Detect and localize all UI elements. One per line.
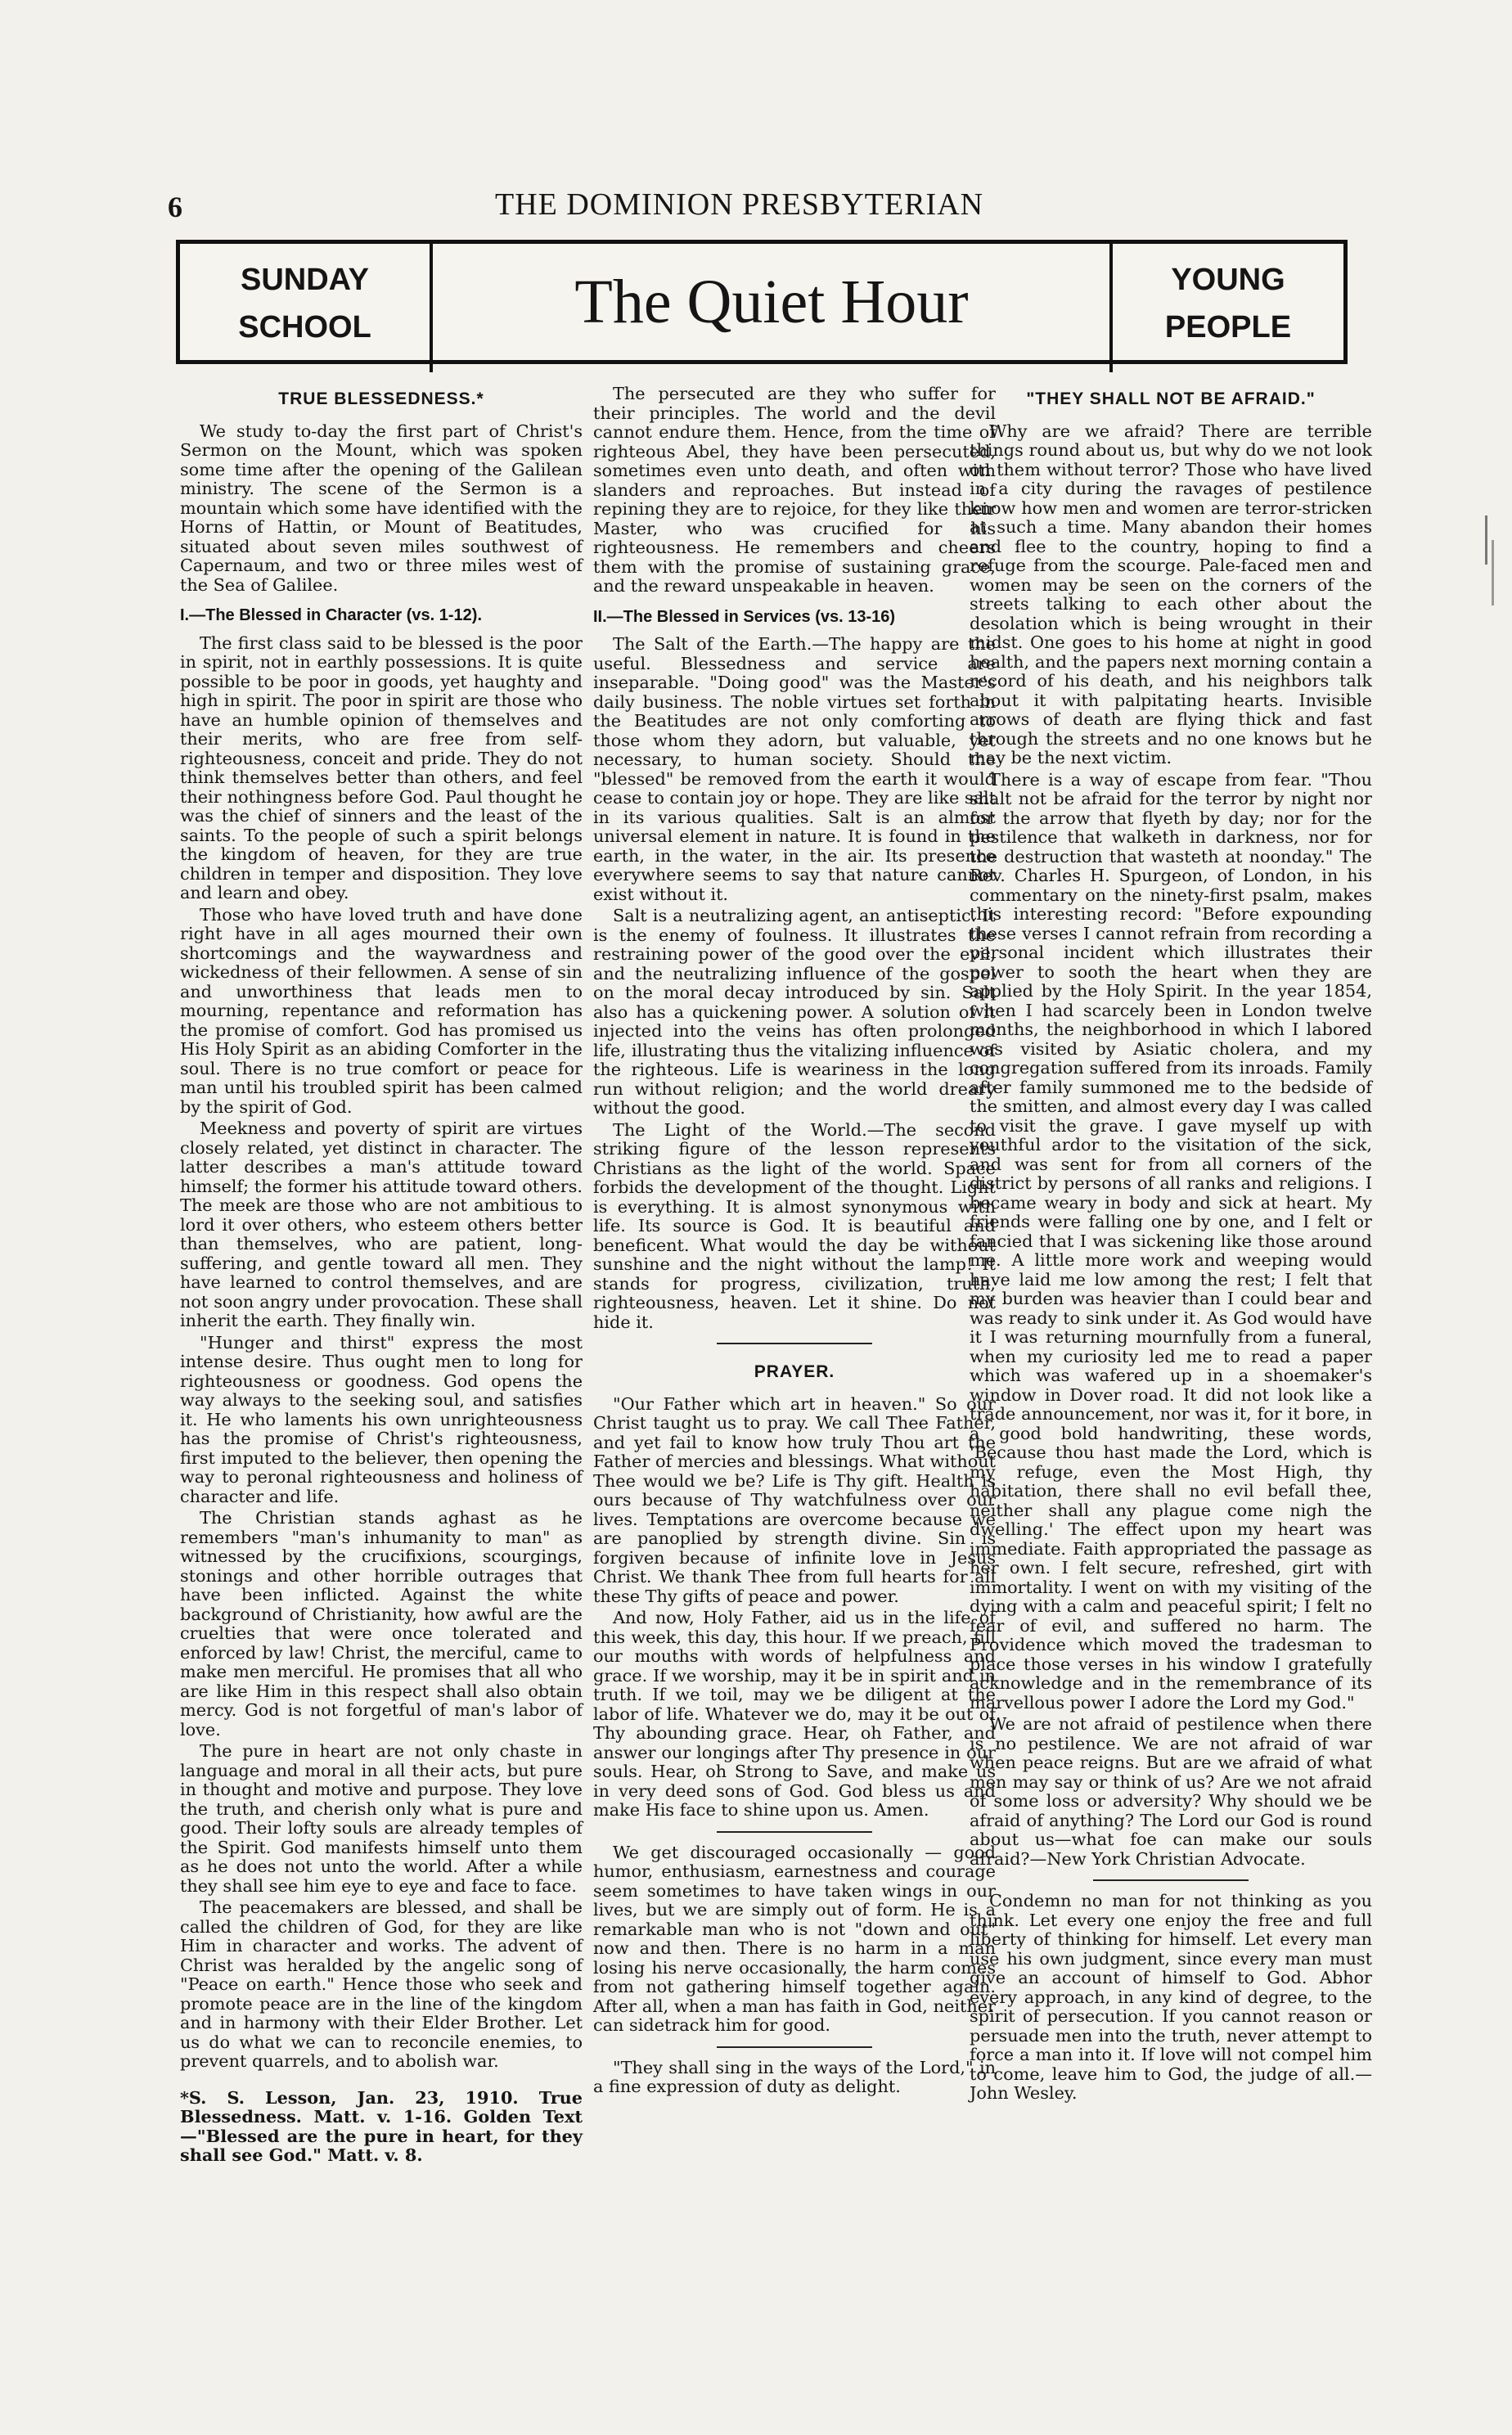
discouraged-paragraph: We get discouraged occasionally — good humor, enthusiasm, earnestness and courage seem sometimes to have taken wings in our lives, but we are simply out of form. He is a remarkable man who is not "down and out" now and then. There is no harm in a man losing his nerve occasionally, the harm comes from not gathering himself together again. After all, when a man has faith in God, neither can sidetrack him for good. <box>593 1842 996 2035</box>
section-heading-1: I.—The Blessed in Character (vs. 1-12). <box>180 606 483 624</box>
section1-paragraph-2: Those who have loved truth and have done right have in all ages mourned their own shortcomings and the waywardness and wickedness of their fellowmen. A sense of sin and unworthiness that leads men to mourning, repentance and reformation has the promise of comfort. God has promised us His Holy Spirit as an abiding Comforter in the soul. There is no true comfort or peace for man until his troubled spirit has been calmed by the spirit of God. <box>180 904 583 1117</box>
page-number: 6 <box>168 191 182 223</box>
section2-paragraph-1: The Salt of the Earth.—The happy are the useful. Blessedness and service are inseparable. "Doing good" was the Master's daily business. The noble virtues set forth in the Beatitudes are not only comforting to those whom they adorn, but valuable, yet necessary, to human society. Should the "blessed" be removed from the earth it would cease to contain joy or hope. They are like salt in its various qualities. Salt is an almost universal element in nature. It is found in the earth, in the water, in the air. Its presence everywhere seems to say that nature cannot exist without it. <box>593 634 996 904</box>
prayer-title: PRAYER. <box>754 1362 835 1381</box>
section-heading-2: II.—The Blessed in Services (vs. 13-16) <box>593 607 896 626</box>
section-banner <box>176 240 1348 364</box>
prayer-paragraph-1: "Our Father which art in heaven." So our Christ taught us to pray. We call Thee Father, and yet fail to know how truly Thou art the Father of mercies and blessings. What without Thee would we be? Life is Thy gift. Health is ours because of Thy watchfulness over our lives. Temptations are overcome because we are panoplied by strength divine. Sin is forgiven because of infinite love in Jesus Christ. We thank Thee from full hearts for all these Thy gifts of peace and power. <box>593 1393 996 1606</box>
divider <box>717 1831 872 1833</box>
divider <box>717 1343 872 1344</box>
section1-paragraph-4: "Hunger and thirst" express the most intense desire. Thus ought men to long for righteousness or goodness. God opens the way always to the seeking soul, and satisfies it. He who laments his own unrighteousness has the promise of Christ's righteousness, first imputed to the believer, then opening the way to peronal righteousness and holiness of character and life. <box>180 1332 583 1506</box>
scan-mark <box>1485 515 1487 565</box>
banner-right-line-1: YOUNG <box>1171 263 1285 297</box>
afraid-paragraph-3: We are not afraid of pestilence when there is no pestilence. We are not afraid of war when peace reigns. But are we afraid of what men may say or think of us? Are we not afraid of some loss or adversity? Why should we be afraid of anything? The Lord our God is round about us—what foe can make our souls afraid?—New York Christian Advocate. <box>970 1714 1372 1869</box>
divider <box>1093 1879 1249 1881</box>
section1-paragraph-3: Meekness and poverty of spirit are virtues closely related, yet distinct in character. The latter describes a man's attitude toward himself; the former his attitude toward others. The meek are those who are not ambitious to lord it over others, who esteem others better than themselves, who are patient, long-suffering, and gentle toward all men. They have learned to control themselves, and are not soon angry under provocation. These shall inherit the earth. They finally win. <box>180 1118 583 1330</box>
banner-left <box>180 244 433 372</box>
section2-paragraph-2: Salt is a neutralizing agent, an antiseptic. It is the enemy of foulness. It illustrates the restraining power of the good over the evil, and the neutralizing influence of the gospel on the moral decay introduced by sin. Salt also has a quickening power. A solution of it injected into the veins has often prolonged life, illustrating thus the vitalizing influence of the righteous. Life is weariness in the long run without religion; and the world dreary without the good. <box>593 906 996 1118</box>
article-title: TRUE BLESSEDNESS.* <box>278 389 484 408</box>
article-intro: We study to-day the first part of Christ's Sermon on the Mount, which was spoken some time after the opening of the Galilean ministry. The scene of the Sermon is a mountain which some have identified with the Horns of Hattin, or Mount of Beatitudes, situated about seven miles southwest of Capernaum, and two or three miles west of the Sea of Galilee. <box>180 421 583 595</box>
sing-paragraph: "They shall sing in the ways of the Lord," in a fine expression of duty as delight. <box>593 2057 996 2096</box>
scan-mark <box>1492 540 1494 605</box>
section1-paragraph-5: The Christian stands aghast as he remembers "man's inhumanity to man" as witnessed by the crucifixions, scourgings, stonings and other horrible outrages that have been inflicted. Against the white background of Christianity, how awful are the cruelties that were once tolerated and enforced by law! Christ, the merciful, came to make men merciful. He promises that all who are like Him in this respect shall also obtain mercy. God is not forgetful of man's labor of love. <box>180 1508 583 1740</box>
banner-left-line-2: SCHOOL <box>238 310 371 344</box>
afraid-title: "THEY SHALL NOT BE AFRAID." <box>1026 389 1316 408</box>
column-3 <box>970 385 1372 2106</box>
section1-paragraph-7: The peacemakers are blessed, and shall be called the children of God, for they are like Him in character and works. The advent of Christ was heralded by the angelic song of "Peace on earth." Hence those who seek and promote peace are in the line of the kingdom and in harmony with their Elder Brother. Let us do what we can to reconcile enemies, to prevent quarrels, and to abolish war. <box>180 1897 583 2071</box>
section1-paragraph-1: The first class said to be blessed is the poor in spirit, not in earthly possessions. It is quite possible to be poor in goods, yet haughty and high in spirit. The poor in spirit are those who have an humble opinion of themselves and their merits, who are free from self-righteousness, conceit and pride. They do not think themselves better than others, and feel their nothingness before God. Paul thought he was the chief of sinners and the least of the saints. To the people of such a spirit belongs the kingdom of heaven, for they are true children in temper and disposition. They love and learn and obey. <box>180 632 583 902</box>
prayer-paragraph-2: And now, Holy Father, aid us in the life of this week, this day, this hour. If we preach, fill our mouths with words of helpfulness and grace. If we worship, may it be in spirit and in truth. If we toil, may we be diligent at the labor of life. Whatever we do, may it be out of Thy abounding grace. Hear, oh Father, and answer our longings after Thy presence in our souls. Hear, oh Strong to Save, and make us in very deed sons of God. God bless us and make His face to shine upon us. Amen. <box>593 1608 996 1820</box>
banner-right-line-2: PEOPLE <box>1164 310 1292 344</box>
banner-title: The Quiet Hour <box>574 268 969 336</box>
section1-paragraph-6: The pure in heart are not only chaste in language and moral in all their acts, but pure in thought and motive and purpose. They love the truth, and cherish only what is pure and good. Their lofty souls are already temples of the Spirit. God manifests himself unto them as he does not unto the world. After a while they shall see him eye to eye and face to face. <box>180 1741 583 1896</box>
running-head: THE DOMINION PRESBYTERIAN <box>495 187 984 222</box>
column-1 <box>180 385 583 2165</box>
section2-paragraph-3: The Light of the World.—The second striking figure of the lesson represents Christians as the light of the world. Space forbids the development of the thought. Light is everything. It is almost synonymous with life. Its source is God. It is beautiful and beneficent. What would the day be without sunshine and the night without the lamp! It stands for progress, civilization, truth, righteousness, heaven. Let it shine. Do not hide it. <box>593 1119 996 1332</box>
condemn-paragraph: Condemn no man for not thinking as you think. Let every one enjoy the free and full liberty of thinking for himself. Let every man use his own judgment, since every man must give an account of himself to God. Abhor every approach, in any kind of degree, to the spirit of persecution. If you cannot reason or persuade men into the truth, never attempt to force a man into it. If love will not compel him to come, leave him to God, the judge of all.—John Wesley. <box>970 1891 1372 2103</box>
divider <box>717 2046 872 2048</box>
banner-right <box>1109 244 1343 372</box>
column2-opening: The persecuted are they who suffer for their principles. The world and the devil cannot endure them. Hence, from the time of righteous Abel, they have been persecuted, sometimes even unto death, and often with slanders and reproaches. But instead of repining they are to rejoice, for they like their Master, who was crucified for his righteousness. He remembers and cheers them with the promise of sustaining grace, and the reward unspeakable in heaven. <box>593 384 996 596</box>
column-2 <box>593 385 996 2100</box>
banner-left-line-1: SUNDAY <box>241 263 369 297</box>
afraid-paragraph-1: Why are we afraid? There are terrible things round about us, but why do we not look on them without terror? Those who have lived in a city during the ravages of pestilence know how men and women are terror-stricken at such a time. Many abandon their homes and flee to the country, hoping to find a refuge from the scourge. Pale-faced men and women may be seen on the corners of the streets talking to each other about the desolation which is being wrought in their midst. One goes to his home at night in good health, and the papers next morning contain a record of his death, and his neighbors talk about it with palpitating hearts. Invisible arrows of death are flying thick and fast through the streets and no one knows but he may be the next victim. <box>970 421 1372 767</box>
afraid-paragraph-2: There is a way of escape from fear. "Thou shalt not be afraid for the terror by night nor for the arrow that flyeth by day; nor for the pestilence that walketh in darkness, nor for the destruction that wasteth at noonday." The Rev. Charles H. Spurgeon, of London, in his commentary on the ninety-first psalm, makes this interesting record: "Before expounding these verses I cannot refrain from recording a personal incident which illustrates their power to sooth the heart when they are applied by the Holy Spirit. In the year 1854, when I had scarcely been in London twelve months, the neighborhood in which I labored was visited by Asiatic cholera, and my congregation suffered from its inroads. Family after family summoned me to the bedside of the smitten, and almost every day I was called to visit the grave. I gave myself up with youthful ardor to the visitation of the sick, and was sent for from all corners of the district by persons of all ranks and religions. I became weary in body and sick at heart. My friends were falling one by one, and I felt or fancied that I was sickening like those around me. A little more work and weeping would have laid me low among the rest; I felt that my burden was heavier than I could bear and was ready to sink under it. As God would have it I was returning mournfully from a funeral, when my curiosity led me to read a paper which was wafered up in a shoemaker's window in Dover road. It did not look like a trade announcement, nor was it, for it bore, in a good bold handwriting, these words, 'Because thou hast made the Lord, which is my refuge, even the Most High, thy habitation, there shall no evil befall thee, neither shall any plague come nigh the dwelling.' The effect upon my heart was immediate. Faith appropriated the passage as her own. I felt secure, refreshed, girt with immortality. I went on with my visiting of the dying with a calm and peaceful spirit; I felt no fear of evil, and suffered no harm. The Providence which moved the tradesman to place those verses in his window I gratefully acknowledge and in the remembrance of its marvellous power I adore the Lord my God." <box>970 769 1372 1713</box>
footnote: *S. S. Lesson, Jan. 23, 1910. True Blessedness. Matt. v. 1-16. Golden Text —"Blessed are the pure in heart, for they shall see God." Matt. v. 8. <box>180 2086 583 2165</box>
